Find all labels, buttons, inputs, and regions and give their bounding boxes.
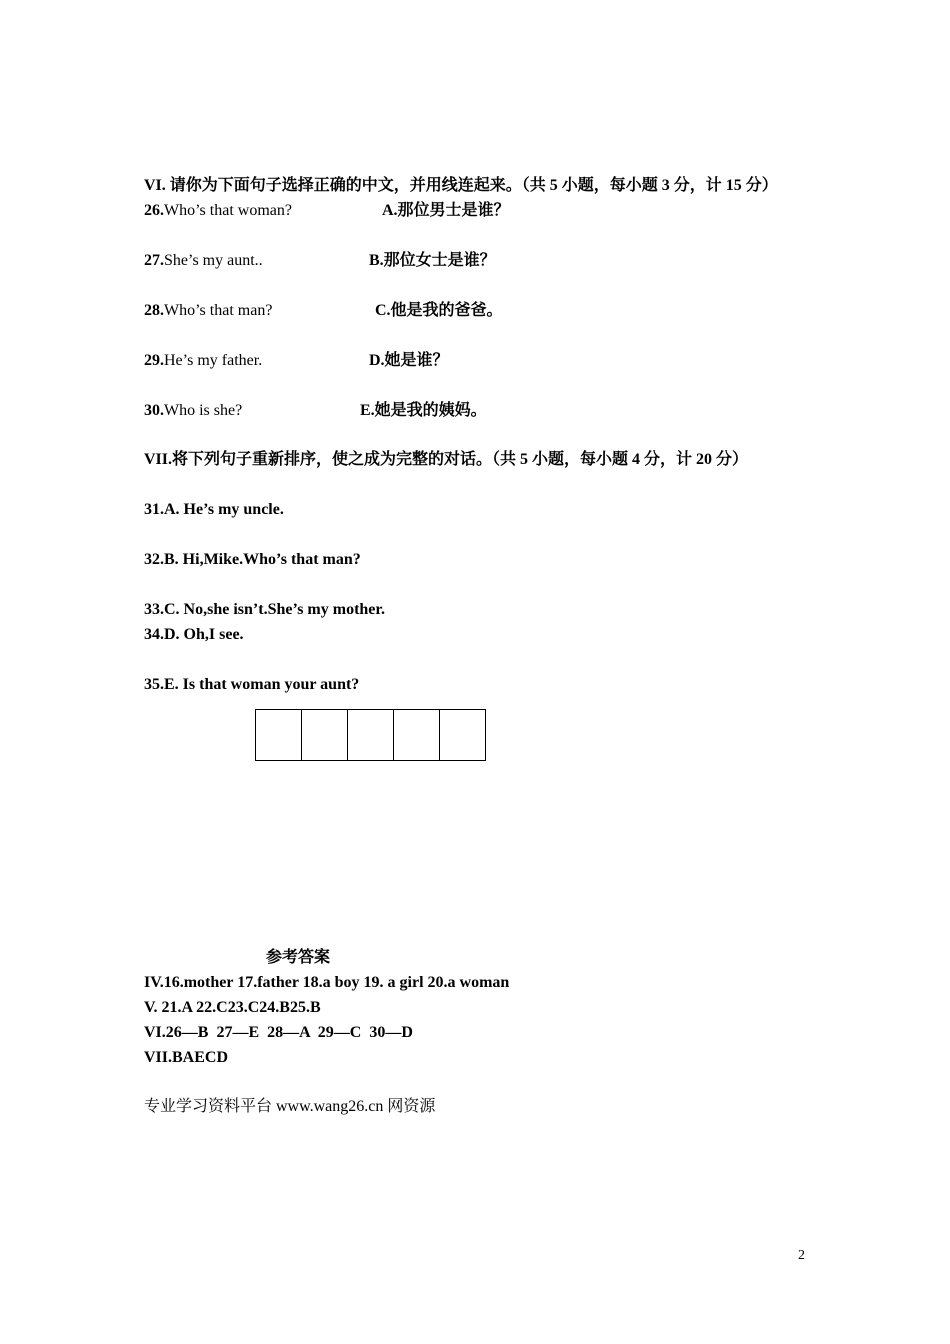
question-number: 30. xyxy=(144,402,164,419)
answer-box[interactable] xyxy=(302,710,348,760)
question-29 xyxy=(144,351,262,371)
sentence-31: 31.A. He’s my uncle. xyxy=(144,501,284,518)
answer-box[interactable] xyxy=(440,710,485,760)
question-text: He’s my father. xyxy=(164,352,263,369)
sentence-35: 35.E. Is that woman your aunt? xyxy=(144,676,360,693)
answers-title: 参考答案 xyxy=(266,949,331,966)
question-26 xyxy=(144,201,292,221)
question-27 xyxy=(144,251,263,271)
answer-box[interactable] xyxy=(394,710,440,760)
option-b: B.那位女士是谁？ xyxy=(369,252,496,269)
section-7-heading: VII.将下列句子重新排序，使之成为完整的对话。（共 5 小题，每小题 4 分，计 20 分） xyxy=(144,451,749,468)
question-text: Who is she? xyxy=(164,402,243,419)
page-number: 2 xyxy=(798,1248,805,1263)
question-text: She’s my aunt.. xyxy=(164,252,263,269)
option-a: A.那位男士是谁？ xyxy=(382,202,510,219)
sentence-32: 32.B. Hi,Mike.Who’s that man? xyxy=(144,551,361,568)
footer-source: 专业学习资料平台 www.wang26.cn 网资源 xyxy=(144,1098,436,1115)
question-number: 29. xyxy=(144,352,164,369)
question-number: 26. xyxy=(144,202,164,219)
answer-line-4: IV.16.mother 17.father 18.a boy 19. a girl 20.a woman xyxy=(144,974,510,991)
answer-box[interactable] xyxy=(348,710,394,760)
section-6-heading: VI. 请你为下面句子选择正确的中文，并用线连起来。（共 5 小题，每小题 3 分，计 15 分） xyxy=(144,177,778,194)
question-30 xyxy=(144,401,242,421)
question-28 xyxy=(144,301,272,321)
question-number: 28. xyxy=(144,302,164,319)
answer-line-6: VI.26—B 27—E 28—A 29—C 30—D xyxy=(144,1024,413,1041)
question-text: Who’s that man? xyxy=(164,302,273,319)
option-c: C.他是我的爸爸。 xyxy=(375,302,503,319)
answer-line-5: V. 21.A 22.C23.C24.B25.B xyxy=(144,999,321,1016)
sentence-33: 33.C. No,she isn’t.She’s my mother. xyxy=(144,601,386,618)
sentence-34: 34.D. Oh,I see. xyxy=(144,626,244,643)
option-e: E.她是我的姨妈。 xyxy=(360,402,487,419)
option-d: D.她是谁？ xyxy=(369,352,449,369)
answer-box[interactable] xyxy=(256,710,302,760)
answer-line-7: VII.BAECD xyxy=(144,1049,229,1066)
question-number: 27. xyxy=(144,252,164,269)
question-text: Who’s that woman? xyxy=(164,202,292,219)
answer-boxes xyxy=(255,709,486,761)
